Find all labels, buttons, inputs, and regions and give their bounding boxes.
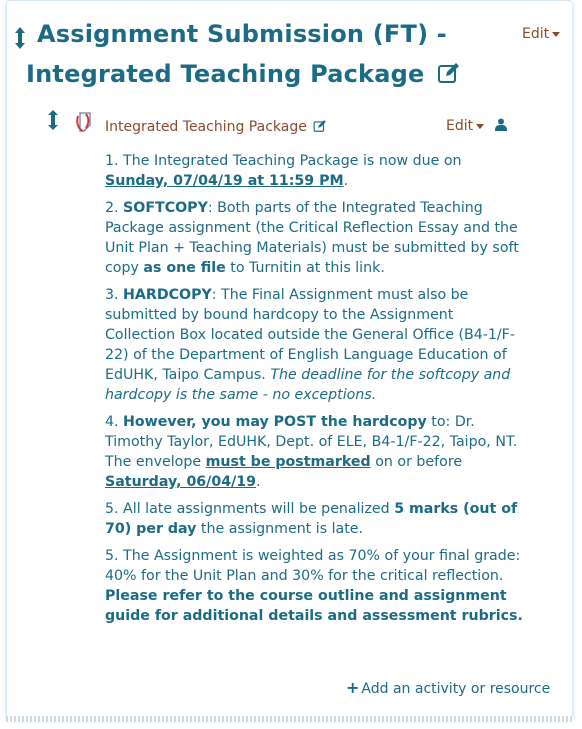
text: 3. [105, 287, 124, 303]
plus-icon: + [346, 678, 360, 697]
section-title-line1: Assignment Submission (FT) - [37, 20, 447, 48]
paragraph-post [105, 412, 525, 492]
text: to Turnitin at this link. [225, 260, 385, 276]
one-file-emphasis: as one file [143, 260, 226, 276]
section-edit-label: Edit [522, 26, 550, 42]
post-emphasis: However, you may POST the hardcopy [123, 414, 427, 430]
postmark-emphasis: must be postmarked [205, 454, 371, 470]
activity-name[interactable]: Integrated Teaching Package [105, 119, 307, 135]
hardcopy-heading: HARDCOPY [123, 287, 212, 303]
activity-edit-label: Edit [446, 118, 474, 134]
section-title-line2 [26, 60, 461, 88]
text: the assignment is late. [196, 521, 364, 537]
text: to: Dr. Timothy Taylor, EdUHK, Dept. of ELE, B4-1/F-22, Taipo, NT. The envelope [105, 414, 518, 470]
activity-edit-menu[interactable] [446, 118, 507, 134]
section-edit-menu[interactable] [522, 26, 560, 42]
text: 4. [105, 414, 124, 430]
section-move-icon[interactable] [14, 26, 26, 50]
paragraph-weighting [105, 546, 525, 626]
add-activity-label[interactable]: Add an activity or resource [361, 681, 551, 697]
section-title-text: Integrated Teaching Package [26, 60, 425, 88]
paragraph-hardcopy [105, 285, 525, 405]
text: 2. [105, 200, 124, 216]
text: 1. The Integrated Teaching Package is now due on [105, 153, 462, 169]
section-bottom-border [6, 716, 573, 722]
due-date: Sunday, 07/04/19 at 11:59 PM [105, 173, 344, 189]
caret-down-icon [476, 124, 484, 129]
assignment-description [105, 151, 525, 633]
text: : The Final Assignment must also be submitted by bound hardcopy to the Assignment Collection Box located outside the General Office (B4-1/F-22) of the Department of English Language Education of EdUHK, Taipo Campus. [105, 287, 515, 383]
text: on or before [370, 454, 463, 470]
refer-emphasis: Please refer to the course outline and assignment guide for additional details and assessment rubrics. [105, 588, 523, 624]
text: . [256, 474, 261, 490]
text: . [343, 173, 349, 189]
text: 5. All late assignments will be penalized [105, 501, 395, 517]
caret-down-icon [552, 32, 560, 37]
text: 5. The Assignment is weighted as 70% of your final grade: 40% for the Unit Plan and 30% for the critical reflection. [105, 548, 521, 584]
add-activity-link[interactable] [346, 678, 550, 697]
section-edit-icon[interactable] [437, 61, 461, 85]
text: : Both parts of the Integrated Teaching Package assignment (the Critical Reflection Essay and the Unit Plan + Teaching Materials) must be submitted by soft copy [105, 200, 519, 276]
post-date: Saturday, 06/04/19 [105, 474, 257, 490]
deadline-note: The deadline for the softcopy and hardcopy is the same - no exceptions. [105, 367, 511, 403]
paragraph-late-penalty [105, 499, 525, 539]
penalty-emphasis: 5 marks (out of 70) per day [105, 501, 518, 537]
assignment-icon [74, 110, 98, 134]
softcopy-heading: SOFTCOPY [123, 200, 208, 216]
paragraph-softcopy [105, 198, 525, 278]
activity-move-icon[interactable] [48, 110, 58, 130]
user-icon[interactable] [495, 118, 507, 131]
activity-link[interactable] [105, 119, 327, 135]
activity-edit-icon[interactable] [313, 119, 327, 133]
paragraph-due-date [105, 151, 525, 191]
